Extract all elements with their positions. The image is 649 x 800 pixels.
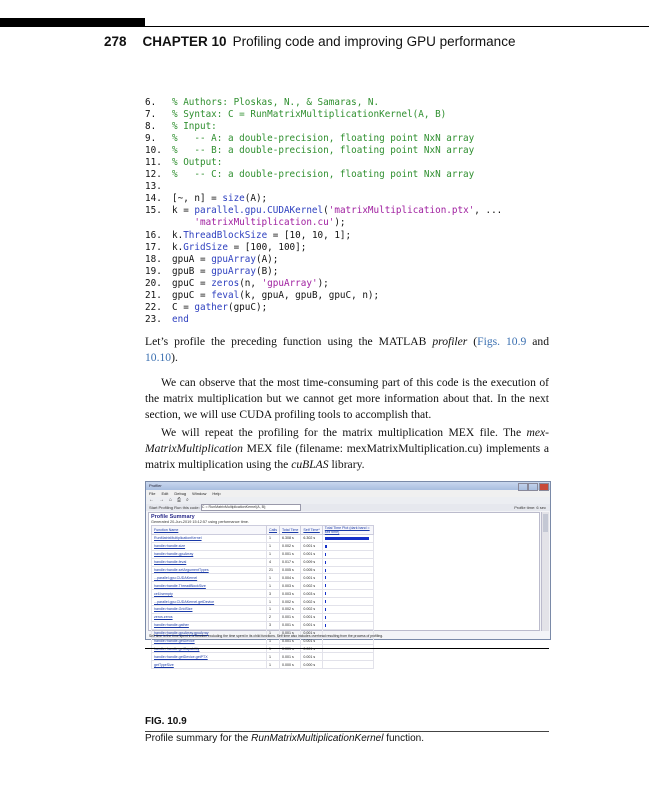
code-token: size [222,193,245,205]
time-plot-cell [322,550,373,558]
code-token: (n, [239,277,262,289]
cell-self: 0.002 s [301,582,322,590]
cell-calls: 2 [267,613,280,621]
cell-calls: 1 [267,629,280,637]
header-bar [0,18,145,27]
figure-rule [145,648,549,649]
code-token: (gpuC); [227,301,268,313]
menu-item[interactable]: Edit [161,491,169,496]
cell-total: 0.002 s [280,542,301,550]
code-token: gpuArray [211,265,256,277]
menu-item[interactable]: File [149,491,156,496]
function-link[interactable]: handle>handle.GridSize [152,606,267,614]
emphasis: profiler [432,335,468,348]
code-token: % Output: [172,157,223,169]
code-token: end [172,313,189,325]
cell-calls: 1 [267,637,280,645]
text: Let’s profile the preceding function using the MATLAB [145,335,433,348]
header-rule [145,26,649,27]
profiler-screenshot [145,481,551,667]
cell-calls: 1 [267,535,280,543]
line-number: 14. [145,193,162,205]
scrollbar-thumb[interactable] [543,514,548,532]
table-row [152,613,374,621]
time-plot-cell [322,582,373,590]
cell-calls: 1 [267,653,280,661]
text: and [526,335,550,348]
cell-self: 0.005 s [301,566,322,574]
figure-caption [145,733,424,744]
table-row [152,590,374,598]
cell-self: 6.302 s [301,535,322,543]
cell-total: 0.004 s [280,574,301,582]
cell-total: 0.003 s [280,590,301,598]
code-line [145,157,502,169]
close-icon[interactable] [539,483,549,491]
code-line [145,290,502,302]
function-link[interactable]: handle>handle.gpuArray.gpuArray [152,629,267,637]
line-number: 6. [145,97,157,108]
menu-item[interactable]: Debug [174,491,187,496]
code-listing [145,97,502,326]
cell-total: 0.001 s [280,637,301,645]
time-plot-cell [322,661,373,669]
function-link[interactable]: zeros.zeros [152,613,267,621]
line-number: 20. [145,277,162,289]
time-bar [325,624,327,627]
cell-calls: 1 [267,542,280,550]
line-number: 9. [145,133,157,145]
cell-self: 0.002 s [301,606,322,614]
code-token: ); [317,277,329,289]
cell-total: 0.000 s [280,661,301,669]
profile-time: Profile time: 6 sec [514,505,546,510]
function-link[interactable]: handle>handle.feval [152,558,267,566]
time-bar [325,569,327,572]
run-label: Run this code: [174,505,200,510]
time-bar [325,561,327,564]
cell-calls: 3 [267,590,280,598]
code-line [145,97,502,109]
code-token: (B); [255,265,279,277]
code-token: gather [194,301,228,313]
text: We will repeat the profiling for the matrix multiplication MEX file. The [161,426,527,439]
table-row [152,542,374,550]
line-number: 18. [145,253,162,265]
window-title-bar [146,482,550,490]
cell-self: 0.000 s [301,661,322,669]
cell-total: 0.003 s [280,582,301,590]
toolbar [146,497,550,504]
code-token: k. [172,241,184,253]
function-link[interactable]: ...parallel.gpu.CUDAKernel.getDevice [152,598,267,606]
line-number: 17. [145,241,162,253]
menu-item[interactable]: Help [212,491,221,496]
code-token: 'matrixMultiplication.ptx' [328,205,475,217]
code-line [145,181,502,193]
cell-total: 0.005 s [280,566,301,574]
paragraph-2: We can observe that the most time-consuming part of this code is the execution of the matrix multiplication but we cannot get more information about that. In the next section, we will use CUDA profiling tools to accomplish that. [145,376,549,421]
code-line [145,205,502,217]
column-header[interactable]: Calls [267,526,280,535]
code-token: % Authors: Ploskas, N., & Samaras, N. [172,97,380,108]
line-number: 16. [145,229,162,241]
code-token: 'gpuArray' [261,277,318,289]
paragraph-1 [145,334,549,366]
cell-total: 6.308 s [280,535,301,543]
function-link[interactable]: handle>handle.gpuArray [152,550,267,558]
function-link[interactable]: handle>handle.setArgumentTypes [152,566,267,574]
column-header[interactable]: Self Time* [301,526,322,535]
text: ( [467,335,478,348]
text: Profile summary for the [145,733,252,744]
run-code-input[interactable]: C = RunMatrixMultiplicationKernel(A, B); [201,504,301,511]
code-token: 'matrixMultiplication.cu' [194,217,335,229]
code-token: (A); [255,253,279,265]
text: MEX file (filename: mexMatrixMultiplication.cu) implements a matrix multiplication using the [145,442,549,471]
function-link[interactable]: handle>handle.gather [152,621,267,629]
code-token: gpuC = [172,277,212,289]
function-link[interactable]: handle>handle.ThreadBlockSize [152,582,267,590]
column-header[interactable]: Function Name [152,526,267,535]
code-line [145,169,502,181]
cell-self: 0.001 s [301,637,322,645]
cell-self: 0.001 s [301,629,322,637]
scrollbar[interactable] [541,512,549,631]
code-token: C = [172,301,195,313]
time-plot-cell [322,590,373,598]
cell-total: 0.002 s [280,598,301,606]
cell-calls: 1 [267,574,280,582]
code-token [172,217,194,228]
time-bar [325,545,327,548]
cell-total: 0.001 s [280,653,301,661]
code-line [145,278,502,290]
function-link[interactable]: RunMatrixMultiplicationKernel [152,535,267,543]
code-token: feval [211,289,240,301]
code-token: gpuA = [172,253,212,265]
print-icon[interactable]: ⎙ [177,497,182,503]
home-icon[interactable]: ⌂ [169,497,173,503]
time-plot-cell [322,566,373,574]
figure-number: FIG. 10.9 [145,716,187,727]
caption-rule [145,731,549,732]
code-token: parallel.gpu.CUDAKernel [194,205,324,217]
back-icon[interactable]: ← [149,497,154,503]
text: ). [171,351,178,364]
code-token: [~, n] = [172,193,223,205]
time-bar [325,576,327,579]
table-row [152,582,374,590]
running-header [104,34,515,49]
table-row [152,621,374,629]
maximize-icon[interactable] [528,483,538,491]
time-plot-cell [322,653,373,661]
code-token: % -- B: a double-precision, floating point NxN array [172,145,475,157]
line-number: 8. [145,121,157,133]
code-line [145,121,502,133]
table-row [152,535,374,543]
time-plot-cell [322,574,373,582]
function-link[interactable]: cell.isempty [152,590,267,598]
summary-title: Profile Summary [151,514,195,520]
cell-calls: 1 [267,550,280,558]
table-row [152,606,374,614]
cell-self: 0.003 s [301,590,322,598]
table-row [152,598,374,606]
paragraph-3 [145,425,549,473]
cell-self: 0.001 s [301,550,322,558]
code-token: gpuB = [172,265,212,277]
time-bar [325,608,327,611]
function-link[interactable]: ...parallel.gpu.CUDAKernel [152,574,267,582]
table-row [152,558,374,566]
time-plot-cell [322,598,373,606]
chapter-label: CHAPTER 10 [142,34,227,49]
code-token: (k, gpuA, gpuB, gpuC, n); [239,289,380,301]
emphasis: cuBLAS [291,458,329,471]
page-number: 278 [104,34,127,49]
time-bar [325,584,327,587]
cell-self: 0.001 s [301,621,322,629]
code-token: % Input: [172,121,217,133]
time-plot-cell [322,606,373,614]
cell-calls: 1 [267,606,280,614]
line-number: 7. [145,109,157,121]
cell-calls: 4 [267,558,280,566]
code-token: = [100, 100]; [227,241,307,253]
time-plot-cell [322,637,373,645]
line-number: 23. [145,313,162,325]
cell-calls: 1 [267,661,280,669]
function-link[interactable]: handle>handle.getDevice [152,637,267,645]
cell-self: 0.001 s [301,542,322,550]
time-bar [325,553,327,556]
code-token: % -- C: a double-precision, floating point NxN array [172,169,475,181]
code-token: ( [323,205,329,217]
code-line [145,230,502,242]
code-line [145,133,502,145]
time-bar [325,600,327,603]
line-number: 19. [145,265,162,277]
code-token: GridSize [183,241,228,253]
code-token: gpuC = [172,289,212,301]
code-line [145,266,502,278]
code-token: (A); [244,193,268,205]
code-token: % Syntax: C = RunMatrixMultiplicationKernel(A, B) [172,109,447,121]
time-plot-cell [322,558,373,566]
column-header[interactable]: Total Time [280,526,301,535]
self-time-footnote: Self time is the time spent in a function excluding the time spent in its child functions. Self time also includes overhead resulting from the process of profiling. [149,634,384,638]
window-title: Profiler [149,483,162,488]
cell-total: 0.001 s [280,621,301,629]
table-row [152,566,374,574]
code-token: ThreadBlockSize [183,229,268,241]
code-token: = [10, 10, 1]; [267,229,352,241]
line-number: 11. [145,157,162,169]
forward-icon[interactable]: → [159,497,164,503]
function-link[interactable]: getTypeSize [152,661,267,669]
time-bar [325,616,327,619]
table-row [152,637,374,645]
code-token: k = [172,205,195,217]
cell-self: 0.002 s [301,598,322,606]
cell-total: 0.001 s [280,613,301,621]
code-line [145,217,502,229]
function-link[interactable]: handle>handle.size [152,542,267,550]
cell-total: 0.001 s [280,629,301,637]
line-number: 13. [145,181,162,193]
line-number: 21. [145,289,162,301]
table-row [152,550,374,558]
text: library. [328,458,365,471]
table-row [152,653,374,661]
cell-calls: 1 [267,582,280,590]
cell-self: 0.009 s [301,558,322,566]
time-plot-cell [322,542,373,550]
time-plot-cell [322,613,373,621]
function-link[interactable]: handle>handle.getDevice.getPTX [152,653,267,661]
line-number: 10. [145,145,162,157]
cell-total: 0.017 s [280,558,301,566]
emphasis: RunMatrixMultiplicationKernel [251,733,384,744]
time-plot-cell [322,535,373,543]
code-line [145,302,502,314]
column-header[interactable]: Total Time Plot (dark band = self time) [322,526,373,535]
table-row [152,574,374,582]
line-number: 12. [145,169,162,181]
code-token: k. [172,229,184,241]
figure-link[interactable]: Figs. 10.9 [477,335,527,348]
code-line [145,254,502,266]
figure-link[interactable]: 10.10 [145,351,172,364]
find-icon[interactable]: ⌕ [186,497,189,503]
code-line [145,193,502,205]
cell-self: 0.001 s [301,653,322,661]
code-token: gpuArray [211,253,256,265]
cell-self: 0.001 s [301,574,322,582]
code-line [145,145,502,157]
chapter-title: Profiling code and improving GPU performance [232,34,516,49]
code-line [145,109,502,121]
time-bar [325,537,369,540]
cell-self: 0.001 s [301,613,322,621]
code-token: zeros [211,277,240,289]
cell-calls: 21 [267,566,280,574]
minimize-icon[interactable] [518,483,528,491]
time-plot-cell [322,621,373,629]
emphasis: mex-MatrixMultiplication [145,426,549,455]
cell-calls: 1 [267,598,280,606]
text: function. [383,733,425,744]
time-bar [325,592,327,595]
code-line [145,314,502,326]
menu-item[interactable]: Window [192,491,207,496]
table-row [152,661,374,669]
start-profiling-button[interactable]: Start Profiling [149,505,174,510]
cell-total: 0.002 s [280,606,301,614]
generated-note: Generated 20-Jun-2019 15:12:57 using performance time. [151,520,249,524]
menu-bar [146,490,550,497]
line-number: 22. [145,301,162,313]
run-bar [146,504,550,511]
code-token: ); [334,217,346,229]
line-number: 15. [145,205,162,217]
cell-calls: 3 [267,621,280,629]
code-token: % -- A: a double-precision, floating point NxN array [172,133,475,145]
code-token: , ... [474,205,503,217]
code-line [145,242,502,254]
cell-total: 0.001 s [280,550,301,558]
